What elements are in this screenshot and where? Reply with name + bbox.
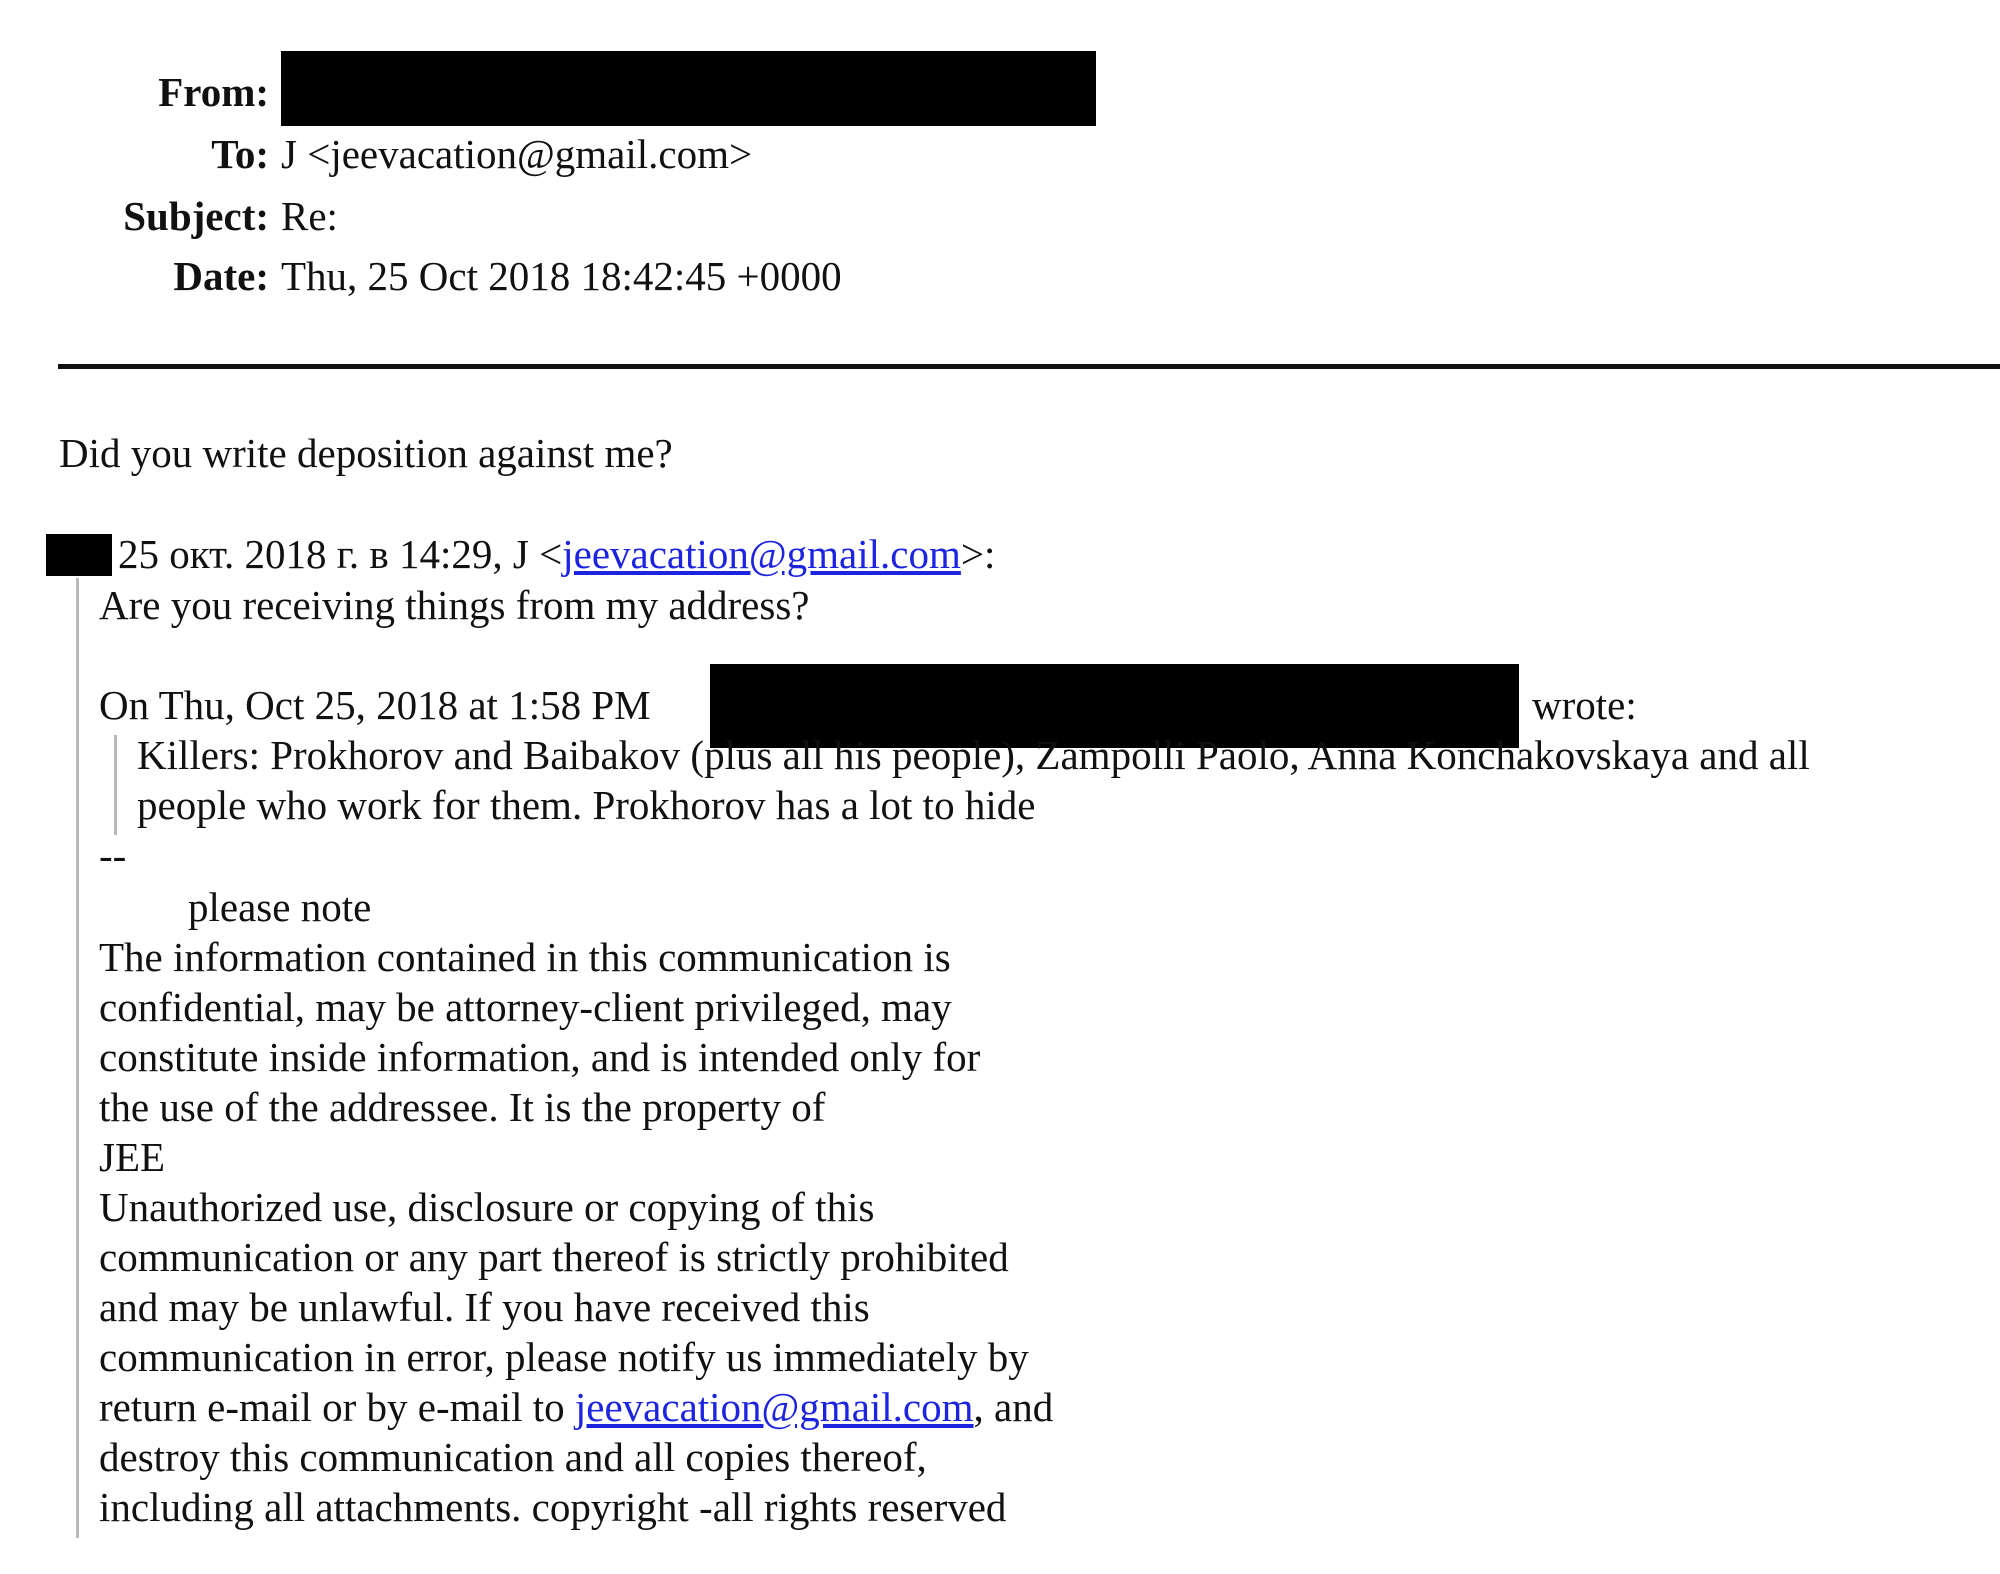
signature-separator: --: [99, 832, 127, 878]
to-label: To:: [211, 131, 269, 177]
nested-header-suffix: wrote:: [1532, 682, 1637, 728]
reply-header-prefix: 25 окт. 2018 г. в 14:29, J <: [118, 531, 563, 577]
reply-header-email-link[interactable]: jeevacation@gmail.com: [562, 531, 961, 577]
nested-quote-bar: [114, 735, 117, 835]
subject-label: Subject:: [123, 193, 269, 239]
disclaimer-line: and may be unlawful. If you have received this: [99, 1284, 870, 1330]
disclaimer-line: confidential, may be attorney-client privileged, may: [99, 984, 952, 1030]
message-text: Did you write deposition against me?: [59, 430, 673, 476]
reply-sender-redaction: [46, 534, 112, 576]
nested-quote-line-1: Killers: Prokhorov and Baibakov (plus all his people), Zampolli Paolo, Anna Konchakovskaya and all: [137, 732, 1810, 778]
date-label: Date:: [173, 253, 269, 299]
nested-quote-line-2: people who work for them. Prokhorov has a lot to hide: [137, 782, 1036, 828]
from-redaction: [281, 51, 1096, 126]
from-label: From:: [158, 69, 269, 115]
disclaimer-line: The information contained in this communication is: [99, 934, 951, 980]
disclaimer-line: communication or any part thereof is strictly prohibited: [99, 1234, 1009, 1280]
return-line-suffix: , and: [973, 1384, 1054, 1430]
return-line-prefix: return e-mail or by e-mail to: [99, 1384, 575, 1430]
return-line: [99, 1382, 1053, 1432]
closing-line: including all attachments. copyright -all rights reserved: [99, 1484, 1007, 1530]
signature-note: please note: [188, 884, 372, 930]
nested-header-prefix: On Thu, Oct 25, 2018 at 1:58 PM: [99, 682, 651, 728]
quoted-line-1: Are you receiving things from my address?: [99, 582, 810, 628]
closing-line: destroy this communication and all copies thereof,: [99, 1434, 927, 1480]
disclaimer-line: communication in error, please notify us immediately by: [99, 1334, 1029, 1380]
disclaimer-line: JEE: [99, 1134, 166, 1180]
disclaimer-line: constitute inside information, and is intended only for: [99, 1034, 981, 1080]
date-value: Thu, 25 Oct 2018 18:42:45 +0000: [281, 253, 842, 299]
to-value: J <jeevacation@gmail.com>: [281, 131, 753, 177]
disclaimer-line: Unauthorized use, disclosure or copying of this: [99, 1184, 875, 1230]
disclaimer-line: the use of the addressee. It is the property of: [99, 1084, 826, 1130]
reply-header-suffix: >:: [960, 531, 996, 577]
subject-value: Re:: [281, 193, 338, 239]
return-line-email-link[interactable]: jeevacation@gmail.com: [574, 1384, 974, 1430]
outer-quote-bar: [76, 578, 79, 1538]
reply-header: [118, 529, 995, 579]
header-divider: [58, 364, 2000, 369]
